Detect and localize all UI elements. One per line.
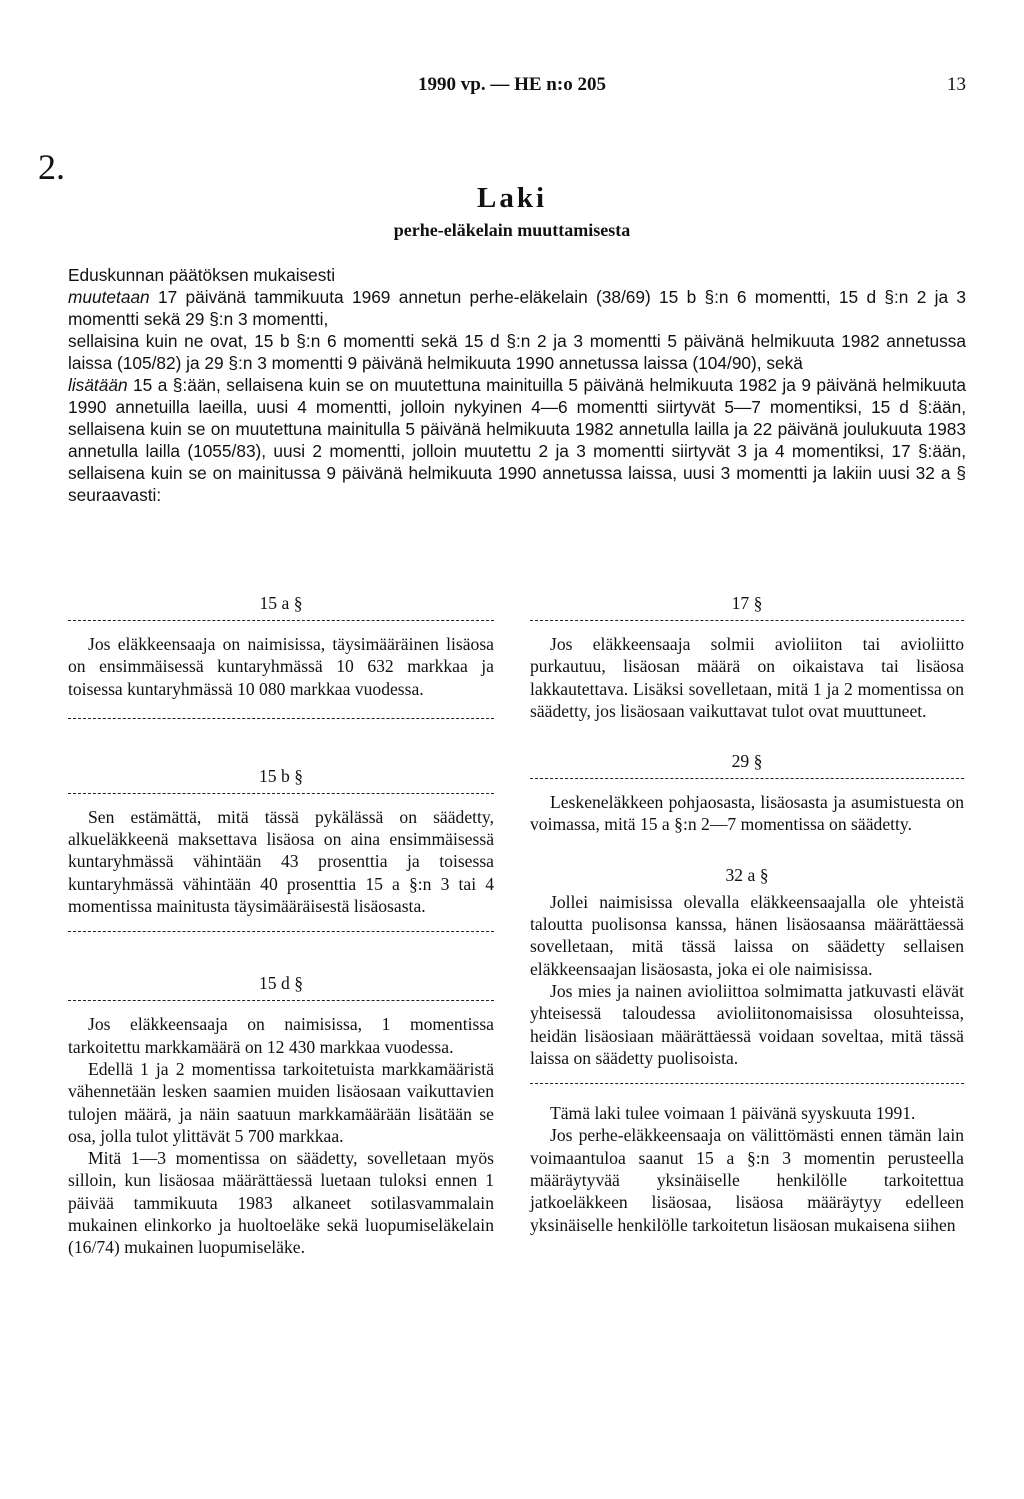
law-number: 2. bbox=[38, 147, 65, 187]
section-heading-15a: 15 a § bbox=[259, 593, 303, 613]
section-heading-29: 29 § bbox=[731, 751, 763, 772]
section-15d-text-2: Edellä 1 ja 2 momentissa tarkoitetuista markkamääristä vähennetään lesken saamien muiden lisäosaan vaikuttavien tulojen määrä, ja näin saatuun markkamäärään lisätään se osa, jolla tulot ylittävät 5 700 markkaa. bbox=[68, 1058, 494, 1146]
section-17-text: Jos eläkkeensaaja solmii avioliiton tai avioliitto purkautuu, lisäosan määrä on oikaistava tai lisäosa lakkautettava. Lisäksi sovelletaan, mitä 1 ja 2 momentissa on säädetty, jos lisäosaan vaikuttavat tulot ovat muuttuneet. bbox=[530, 634, 964, 721]
page-number: 13 bbox=[947, 74, 966, 95]
preamble-add-text: 15 a §:ään, sellaisena kuin se on muutettuna mainituilla 5 päivänä helmikuuta 1982 ja 9 päivänä helmikuuta 1990 annetuilla laeilla, uusi 4 momentti, jolloin nykyinen 4—6 momentti siirtyvät 5—7 momentiksi, 15 d §:ään, sellaisena kuin se on muutettuna mainitulla 5 päivänä helmikuuta 1982 annetulla lailla ja 22 päivänä joulukuuta 1983 annetulla lailla (1055/83), uusi 2 momentti, jolloin muutettu 2 ja 3 momentti siirtyvät 3 ja 4 momentiksi, 17 §:ään, sellaisena kuin se on mainitussa 9 päivänä helmikuuta 1990 annetussa laissa, uusi 3 momentti ja lakiin uusi 32 a § seuraavasti: bbox=[68, 375, 966, 505]
section-29-text: Leskeneläkkeen pohjaosasta, lisäosasta ja asumistuesta on voimassa, mitä 15 a §:n 2—7 momentissa on säädetty. bbox=[530, 792, 964, 835]
preamble-add-lead: lisätään bbox=[68, 375, 128, 395]
preamble-intro: Eduskunnan päätöksen mukaisesti bbox=[68, 265, 336, 285]
omission-dashes bbox=[68, 793, 494, 794]
omission-dashes bbox=[68, 1000, 494, 1001]
section-32a-text-1: Jollei naimisissa olevalla eläkkeensaajalla ole yhteistä taloutta puolisonsa kanssa, hänen lisäosaansa määrättäessä sovelletaan, mitä tässä laissa on säädetty sellaisen eläkkeensaajan lisäosasta, joka ei ole naimisissa. bbox=[530, 891, 964, 979]
right-column bbox=[530, 592, 964, 1236]
preamble-amend-clause bbox=[68, 286, 966, 330]
section-heading-15b: 15 b § bbox=[259, 765, 303, 786]
law-title: Laki bbox=[476, 182, 548, 214]
omission-dashes bbox=[530, 620, 964, 621]
header-document-id: 1990 vp. — HE n:o 205 bbox=[418, 74, 606, 95]
section-heading-15d: 15 d § bbox=[259, 973, 303, 994]
omission-dashes bbox=[68, 620, 494, 621]
section-15d-text-1: Jos eläkkeensaaja on naimisissa, 1 momentissa tarkoitettu markkamäärä on 12 430 markkaa vuodessa. bbox=[68, 1014, 494, 1057]
transitional-provision-text: Jos perhe-eläkkeensaaja on välittömästi ennen tämän lain voimaantuloa saanut 15 a §:n 3 momentin perusteella määräytyvää yksinäiselle henkilölle tarkoitettua jatkoeläkkeen lisäosaa, lisäosa määräytyy edelleen yksinäiselle henkilölle tarkoitetun lisäosan mukaisena siihen bbox=[530, 1125, 964, 1235]
omission-dashes bbox=[68, 931, 494, 932]
section-32a-text-2: Jos mies ja nainen avioliittoa solmimatta jatkuvasti elävät yhteisessä taloudessa avioliitonomaisissa olosuhteissa, heidän lisäosiaan määrättäessä voidaan soveltaa, mitä tässä laissa on säädetty puolisoista. bbox=[530, 980, 964, 1068]
section-15d-text-3: Mitä 1—3 momentissa on säädetty, sovelletaan myös silloin, kun lisäosaa määrättäessä luetaan tuloksi ennen 1 päivää tammikuuta 1983 alkaneet sotilasvammalain mukainen elinkorko ja huoltoeläke sekä luopumiseläkelain (16/74) mukainen luopumiseläke. bbox=[68, 1148, 494, 1258]
section-15a-text: Jos eläkkeensaaja on naimisissa, täysimääräinen lisäosa on ensimmäisessä kuntaryhmässä 10 632 markkaa ja toisessa kuntaryhmässä 10 080 markkaa vuodessa. bbox=[68, 634, 494, 699]
page-header bbox=[0, 74, 1024, 102]
preamble-add-clause bbox=[68, 374, 966, 506]
entry-into-force-text: Tämä laki tulee voimaan 1 päivänä syyskuuta 1991. bbox=[550, 1103, 916, 1124]
preamble-amend-lead: muutetaan bbox=[68, 287, 150, 307]
omission-dashes bbox=[530, 778, 964, 779]
omission-dashes bbox=[68, 718, 494, 719]
preamble bbox=[68, 264, 966, 506]
preamble-status-clause: sellaisina kuin ne ovat, 15 b §:n 6 momentti sekä 15 d §:n 2 ja 3 momentti 5 päivänä helmikuuta 1982 annetussa laissa (105/82) ja 29 §:n 3 momentti 9 päivänä helmikuuta 1990 annetussa laissa (104/90), sekä bbox=[68, 331, 966, 373]
law-subtitle: perhe-eläkelain muuttamisesta bbox=[393, 220, 631, 240]
section-heading-32a: 32 a § bbox=[725, 864, 769, 885]
section-15b-text: Sen estämättä, mitä tässä pykälässä on säädetty, alkueläkkeenä maksettava lisäosa on aina ensimmäisessä kuntaryhmässä vähintään 43 prosenttia ja toisessa kuntaryhmässä vähintään 40 prosenttia 15 a §:n 3 tai 4 momentissa mainitusta täysimääräisestä lisäosasta. bbox=[68, 806, 494, 917]
section-heading-17: 17 § bbox=[731, 593, 763, 613]
left-column bbox=[68, 592, 494, 1259]
omission-dashes bbox=[530, 1083, 964, 1084]
preamble-amend-text: 17 päivänä tammikuuta 1969 annetun perhe-eläkelain (38/69) 15 b §:n 6 momentti, 15 d §:n 2 ja 3 momentti sekä 29 §:n 3 momentti, bbox=[68, 287, 966, 329]
